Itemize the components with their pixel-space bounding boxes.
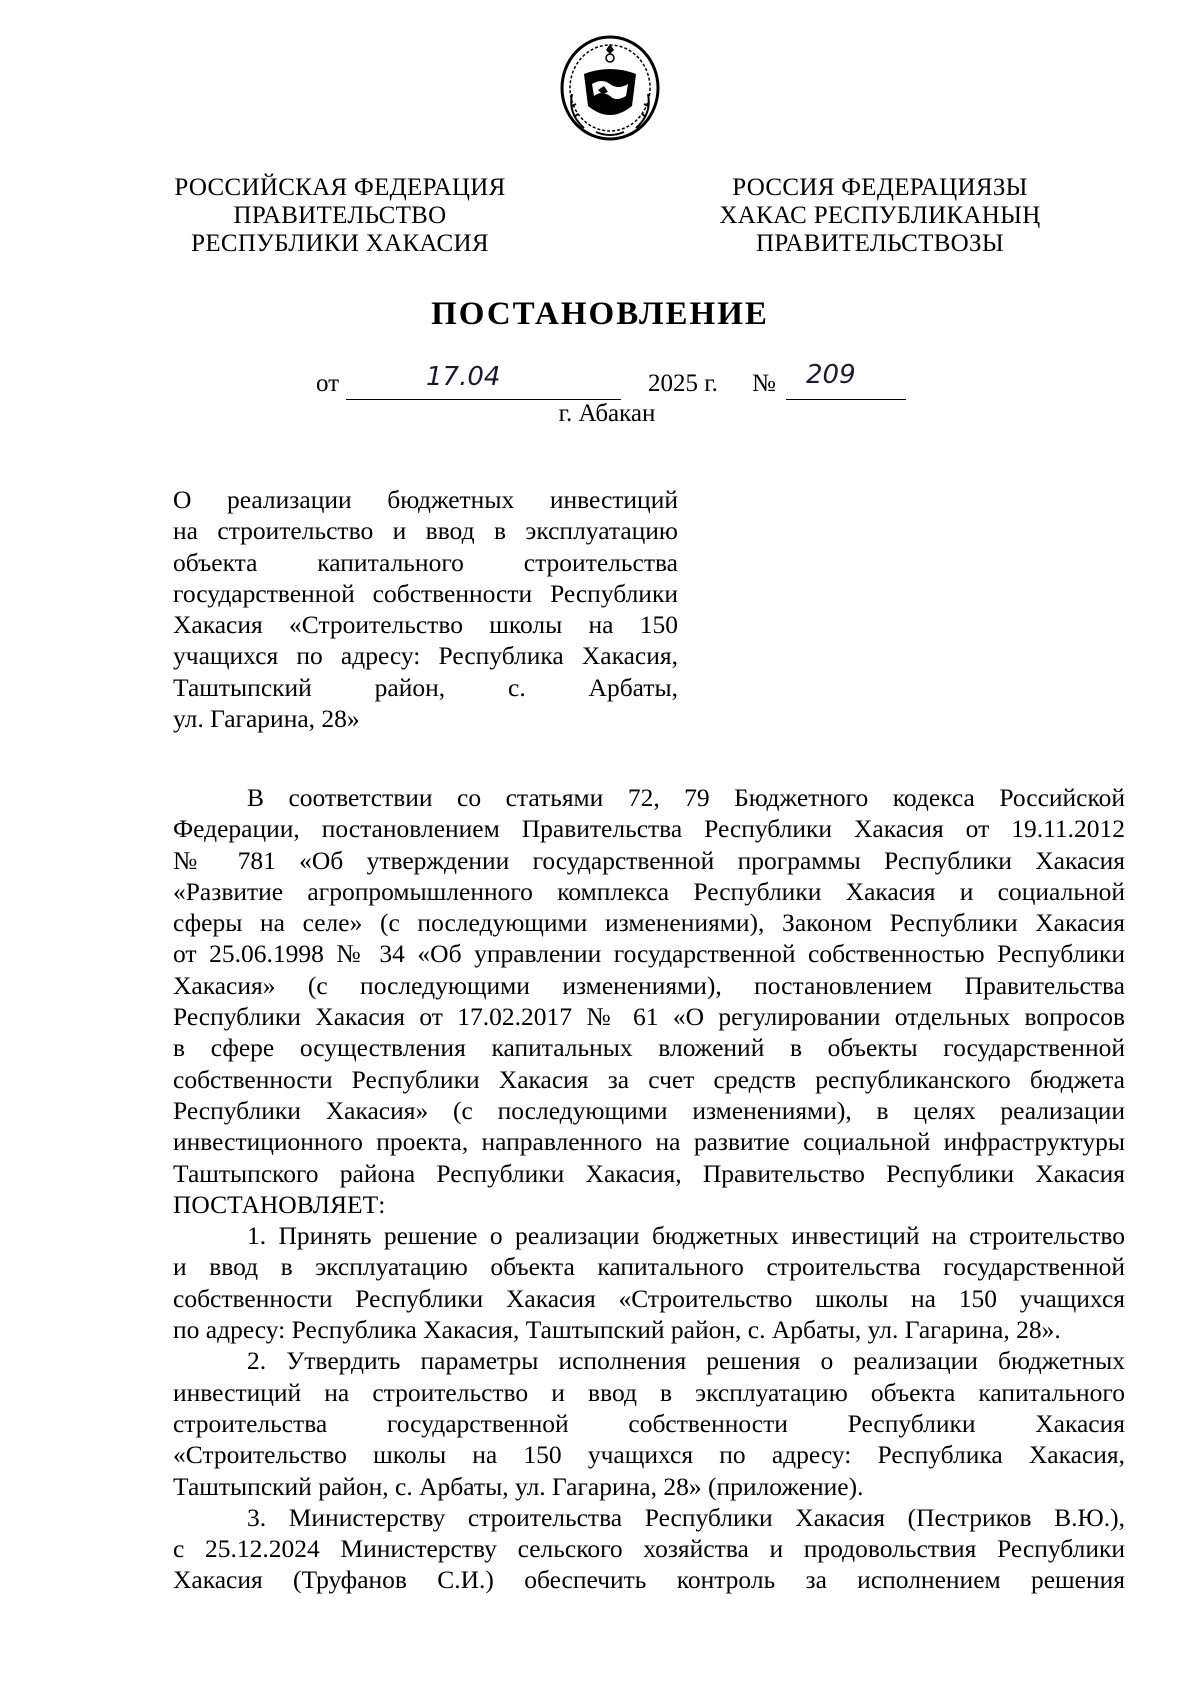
header-right-line: ХАКАС РЕСПУБЛИКАНЫҢ	[719, 202, 1041, 229]
date-number-line	[316, 360, 916, 402]
document-body	[173, 782, 1125, 1596]
preamble-line: Федерации, постановлением Правительства Республики Хакасия от 19.11.2012	[173, 814, 1125, 844]
item-2-line: «Строительство школы на 150 учащихся по адресу: Республика Хакасия,	[173, 1440, 1125, 1470]
preamble-line: сферы на селе» (с последующими изменениями), Законом Республики Хакасия	[173, 908, 1125, 938]
subject-line: О реализации бюджетных инвестиций	[173, 485, 678, 514]
item-1-line: и ввод в эксплуатацию объекта капитального строительства государственной	[173, 1252, 1125, 1282]
item-2-line: 2. Утвердить параметры исполнения решения о реализации бюджетных	[247, 1346, 1125, 1376]
year-text: 2025 г.	[648, 370, 718, 397]
item-1-line: 1. Принять решение о реализации бюджетных инвестиций на строительство	[247, 1221, 1125, 1251]
date-prefix: от	[316, 370, 340, 397]
item-3-line: 3. Министерству строительства Республики Хакасия (Пестриков В.Ю.),	[247, 1502, 1125, 1532]
preamble-line: от 25.06.1998 № 34 «Об управлении государственной собственностью Республики	[173, 939, 1125, 969]
preamble-line: инвестиционного проекта, направленного на развитие социальной инфраструктуры	[173, 1127, 1125, 1157]
handwritten-date: 17.04	[426, 362, 501, 392]
header-left-line: РЕСПУБЛИКИ ХАКАСИЯ	[191, 230, 489, 257]
header-right-khakas	[690, 174, 1070, 258]
item-1-line: собственности Республики Хакасия «Строительство школы на 150 учащихся	[173, 1283, 1125, 1313]
item-3-line: с 25.12.2024 Министерству сельского хозяйства и продовольствия Республики	[173, 1534, 1125, 1564]
document-subject	[173, 484, 678, 734]
preamble-line: № 781 «Об утверждении государственной программы Республики Хакасия	[173, 845, 1125, 875]
number-sign: №	[752, 370, 776, 397]
preamble-line: в сфере осуществления капитальных вложений в объекты государственной	[173, 1033, 1125, 1063]
preamble-line: Хакасия» (с последующими изменениями), постановлением Правительства	[173, 970, 1125, 1000]
city-name: г. Абакан	[558, 400, 656, 427]
item-1-line: по адресу: Республика Хакасия, Таштыпский район, с. Арбаты, ул. Гагарина, 28».	[173, 1315, 1061, 1345]
resolves-keyword: ПОСТАНОВЛЯЕТ:	[173, 1189, 386, 1219]
item-2-line: строительства государственной собственности Республики Хакасия	[173, 1408, 1125, 1438]
handwritten-number: 209	[806, 360, 856, 390]
subject-line: Хакасия «Строительство школы на 150	[173, 610, 678, 640]
header-right-line: ПРАВИТЕЛЬСТВОЗЫ	[756, 230, 1004, 257]
subject-line: государственной собственности Республики	[173, 578, 678, 608]
header-right-line: РОССИЯ ФЕДЕРАЦИЯЗЫ	[732, 174, 1028, 201]
item-2-line: инвестиций на строительство и ввод в эксплуатацию объекта капитального	[173, 1377, 1125, 1407]
preamble-line: «Развитие агропромышленного комплекса Республики Хакасия и социальной	[173, 876, 1125, 906]
item-2-line: Таштыпский район, с. Арбаты, ул. Гагарина, 28» (приложение).	[173, 1471, 864, 1501]
subject-line: объекта капитального строительства	[173, 547, 678, 577]
preamble-line: Республики Хакасия от 17.02.2017 № 61 «О регулировании отдельных вопросов	[173, 1002, 1125, 1032]
subject-line: ул. Гагарина, 28»	[173, 704, 360, 734]
header-left-ru	[150, 174, 530, 258]
header-left-line: РОССИЙСКАЯ ФЕДЕРАЦИЯ	[174, 174, 506, 201]
preamble-line: собственности Республики Хакасия за счет средств республиканского бюджета	[173, 1064, 1125, 1094]
preamble-line: Таштыпского района Республики Хакасия, Правительство Республики Хакасия	[173, 1158, 1125, 1188]
document-type-title: ПОСТАНОВЛЕНИЕ	[431, 296, 769, 332]
header-left-line: ПРАВИТЕЛЬСТВО	[233, 202, 447, 229]
subject-line: на строительство и ввод в эксплуатацию	[173, 516, 678, 546]
item-3-line: Хакасия (Труфанов С.И.) обеспечить контроль за исполнением решения	[173, 1565, 1125, 1595]
subject-line: Таштыпский район, с. Арбаты,	[173, 672, 678, 702]
coat-of-arms-icon	[558, 34, 662, 142]
subject-line: учащихся по адресу: Республика Хакасия,	[173, 641, 678, 671]
preamble-line: Республики Хакасия» (с последующими изменениями), в целях реализации	[173, 1095, 1125, 1125]
preamble-line: В соответствии со статьями 72, 79 Бюджетного кодекса Российской	[247, 783, 1125, 812]
